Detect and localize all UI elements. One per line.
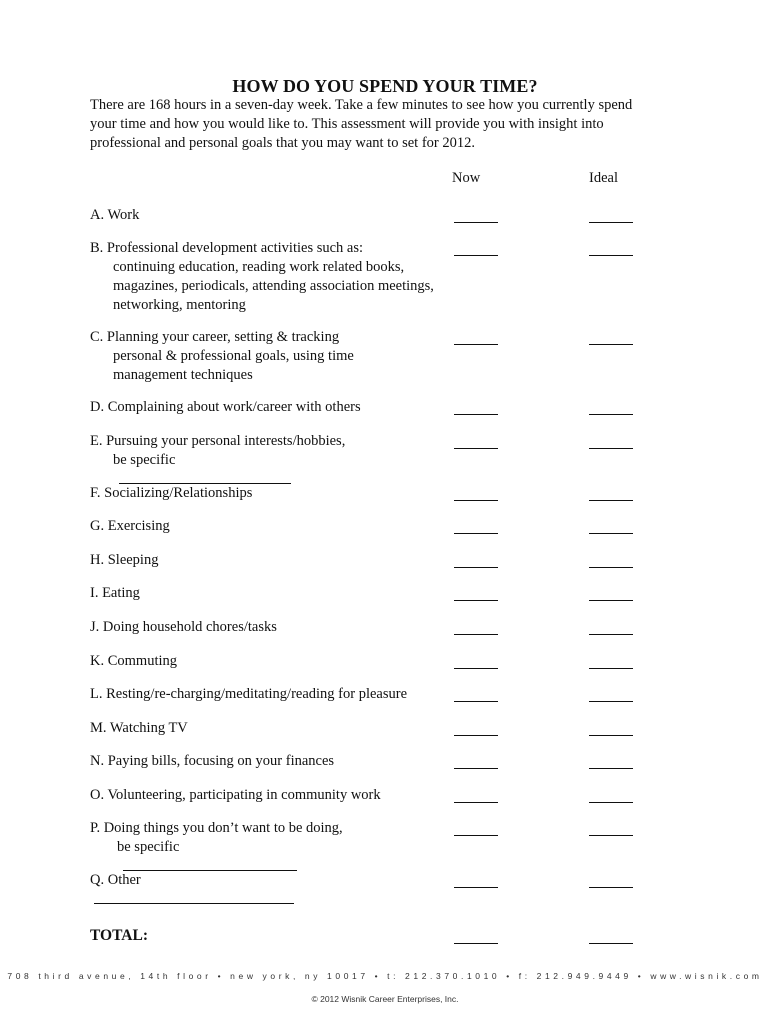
now-blank[interactable]	[454, 447, 498, 449]
item-label: E. Pursuing your personal interests/hobbies,	[90, 433, 346, 449]
now-blank[interactable]	[454, 801, 498, 803]
ideal-total-blank[interactable]	[589, 942, 633, 944]
ideal-blank[interactable]	[589, 599, 633, 601]
ideal-blank[interactable]	[589, 343, 633, 345]
column-header-ideal: Ideal	[589, 170, 618, 186]
item-label-cont: be specific	[113, 452, 176, 468]
now-blank[interactable]	[454, 254, 498, 256]
item-label: A. Work	[90, 207, 140, 223]
item-label: N. Paying bills, focusing on your finances	[90, 753, 335, 769]
now-blank[interactable]	[454, 599, 498, 601]
ideal-blank[interactable]	[589, 633, 633, 635]
ideal-blank[interactable]	[589, 767, 633, 769]
ideal-blank[interactable]	[589, 834, 633, 836]
item-label: J. Doing household chores/tasks	[90, 619, 277, 635]
ideal-blank[interactable]	[589, 532, 633, 534]
item-label: H. Sleeping	[90, 552, 159, 568]
ideal-blank[interactable]	[589, 566, 633, 568]
specify-field[interactable]	[123, 857, 297, 871]
item-label: B. Professional development activities such as:	[90, 240, 364, 256]
item-label: M. Watching TV	[90, 720, 188, 736]
item-label: G. Exercising	[90, 518, 170, 534]
item-label: Q. Other	[90, 872, 141, 888]
specify-field[interactable]	[119, 470, 291, 484]
ideal-blank[interactable]	[589, 801, 633, 803]
now-blank[interactable]	[454, 767, 498, 769]
now-blank[interactable]	[454, 734, 498, 736]
now-blank[interactable]	[454, 633, 498, 635]
now-blank[interactable]	[454, 413, 498, 415]
item-label: C. Planning your career, setting & tracking	[90, 329, 340, 345]
now-total-blank[interactable]	[454, 942, 498, 944]
item-label: F. Socializing/Relationships	[90, 485, 253, 501]
intro-line: professional and personal goals that you may want to set for 2012.	[90, 135, 475, 151]
now-blank[interactable]	[454, 886, 498, 888]
now-blank[interactable]	[454, 499, 498, 501]
item-label-cont: personal & professional goals, using time	[113, 348, 354, 364]
intro-line: There are 168 hours in a seven-day week. Take a few minutes to see how you currently spend	[90, 97, 633, 113]
ideal-blank[interactable]	[589, 254, 633, 256]
ideal-blank[interactable]	[589, 499, 633, 501]
item-label: D. Complaining about work/career with others	[90, 399, 361, 415]
total-label: TOTAL:	[90, 927, 148, 944]
ideal-blank[interactable]	[589, 886, 633, 888]
footer-copyright: © 2012 Wisnik Career Enterprises, Inc.	[311, 994, 459, 1004]
now-blank[interactable]	[454, 834, 498, 836]
item-label: P. Doing things you don’t want to be doing,	[90, 820, 343, 836]
item-label-cont: continuing education, reading work related books,	[113, 259, 405, 275]
ideal-blank[interactable]	[589, 447, 633, 449]
intro-line: your time and how you would like to. This assessment will provide you with insight into	[90, 116, 604, 132]
now-blank[interactable]	[454, 566, 498, 568]
now-blank[interactable]	[454, 221, 498, 223]
item-label: L. Resting/re-charging/meditating/reading for pleasure	[90, 686, 408, 702]
item-label-cont: magazines, periodicals, attending association meetings,	[113, 278, 434, 294]
item-label-cont: be specific	[117, 839, 180, 855]
now-blank[interactable]	[454, 667, 498, 669]
ideal-blank[interactable]	[589, 221, 633, 223]
item-label: I. Eating	[90, 585, 140, 601]
column-header-now: Now	[452, 170, 481, 186]
now-blank[interactable]	[454, 532, 498, 534]
ideal-blank[interactable]	[589, 700, 633, 702]
item-label-cont: management techniques	[113, 367, 253, 383]
other-field[interactable]	[94, 890, 294, 904]
footer-address: 708 third avenue, 14th floor • new york, ny 10017 • t: 212.370.1010 • f: 212.949.9449 • www.wisnik.com	[7, 971, 763, 981]
intro-paragraph	[90, 96, 680, 153]
ideal-blank[interactable]	[589, 734, 633, 736]
ideal-blank[interactable]	[589, 667, 633, 669]
item-label: O. Volunteering, participating in community work	[90, 787, 381, 803]
item-label: K. Commuting	[90, 653, 178, 669]
item-label-cont: networking, mentoring	[113, 297, 246, 313]
now-blank[interactable]	[454, 343, 498, 345]
page-title: HOW DO YOU SPEND YOUR TIME?	[232, 76, 538, 96]
ideal-blank[interactable]	[589, 413, 633, 415]
now-blank[interactable]	[454, 700, 498, 702]
